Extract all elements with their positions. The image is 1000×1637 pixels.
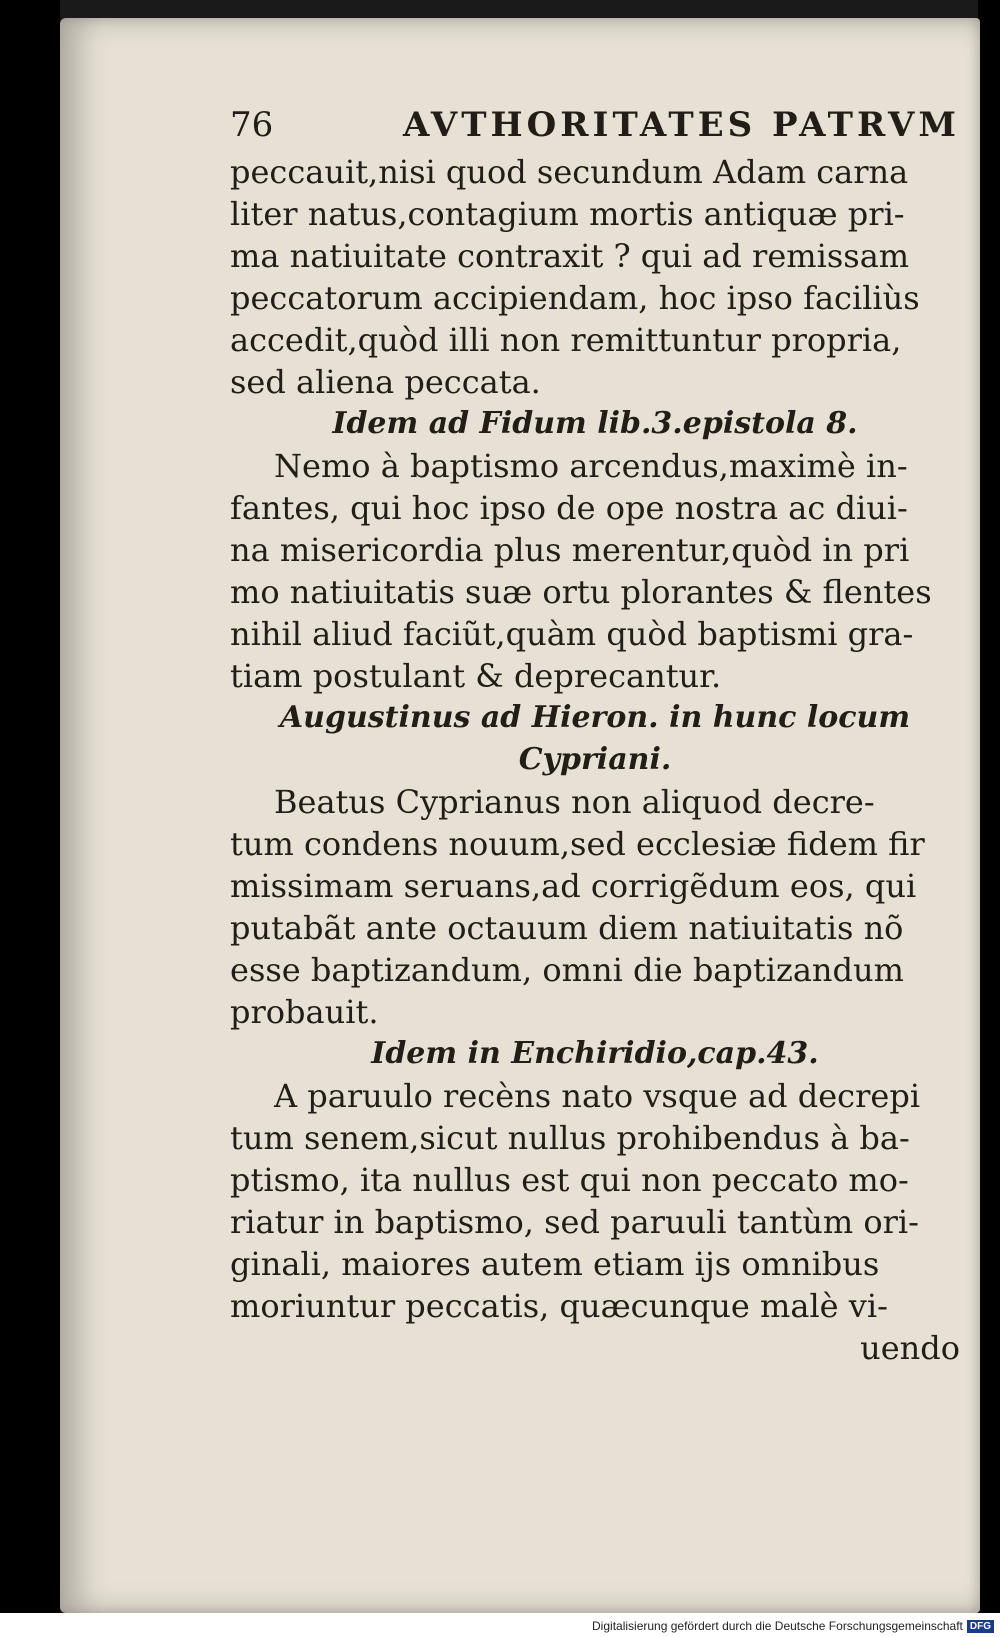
credit-text: Digitalisierung gefördert durch die Deutsche Forschungsgemeinschaft (592, 1619, 963, 1633)
section-heading-1: Idem ad Fidum lib.3.epistola 8. (332, 406, 858, 441)
text-line: ptismo, ita nullus est qui non peccato mo- (230, 1161, 909, 1199)
text-line: liter natus,contagium mortis antiquæ pri- (230, 195, 905, 233)
text-line: na misericordia plus merentur,quòd in pri (230, 531, 910, 569)
page-number: 76 (230, 105, 274, 145)
paragraph-1 (230, 151, 960, 403)
text-line: accedit,quòd illi non remittuntur propria, (230, 321, 902, 359)
scan-left-edge (0, 0, 60, 1637)
text-line: riatur in baptismo, sed paruuli tantùm ori- (230, 1203, 919, 1241)
running-title: AVTHORITATES PATRVM (402, 105, 960, 145)
section-heading-3: Idem in Enchiridio,cap.43. (371, 1036, 819, 1071)
page-text (230, 105, 960, 1369)
paragraph-2 (230, 445, 960, 697)
text-line: sed aliena peccata. (230, 363, 541, 401)
text-line: putabãt ante octauum diem natiuitatis nõ (230, 909, 904, 947)
running-header (230, 105, 960, 145)
text-line: nihil aliud faciũt,quàm quòd baptismi gra- (230, 615, 914, 653)
text-line: A paruulo recèns nato vsque ad decrepi (274, 1077, 921, 1115)
section-heading-2b: Cypriani. (518, 742, 672, 777)
text-line: probauit. (230, 993, 379, 1031)
catchword: uendo (860, 1329, 960, 1367)
paragraph-4 (230, 1075, 960, 1327)
digitization-credit (592, 1619, 994, 1633)
text-line: esse baptizandum, omni die baptizandum (230, 951, 904, 989)
text-line: mo natiuitatis suæ ortu plorantes & flentes (230, 573, 932, 611)
text-line: tum condens nouum,sed ecclesiæ fidem fir (230, 825, 925, 863)
text-line: peccatorum accipiendam, hoc ipso faciliùs (230, 279, 920, 317)
scan-right-edge (978, 0, 1000, 1637)
paragraph-3 (230, 781, 960, 1033)
text-line: missimam seruans,ad corrigẽdum eos, qui (230, 867, 917, 905)
text-line: Beatus Cyprianus non aliquod decre- (274, 783, 875, 821)
text-line: Nemo à baptismo arcendus,maximè in- (274, 447, 908, 485)
dfg-logo: DFG (967, 1620, 994, 1633)
text-line: moriuntur peccatis, quæcunque malè vi- (230, 1287, 888, 1325)
text-line: peccauit,nisi quod secundum Adam carna (230, 153, 909, 191)
text-line: ma natiuitate contraxit ? qui ad remissam (230, 237, 910, 275)
text-line: ginali, maiores autem etiam ijs omnibus (230, 1245, 880, 1283)
text-line: fantes, qui hoc ipso de ope nostra ac diui- (230, 489, 908, 527)
section-heading-2a: Augustinus ad Hieron. in hunc locum (279, 700, 911, 735)
text-line: tiam postulant & deprecantur. (230, 657, 722, 695)
text-line: tum senem,sicut nullus prohibendus à ba- (230, 1119, 910, 1157)
